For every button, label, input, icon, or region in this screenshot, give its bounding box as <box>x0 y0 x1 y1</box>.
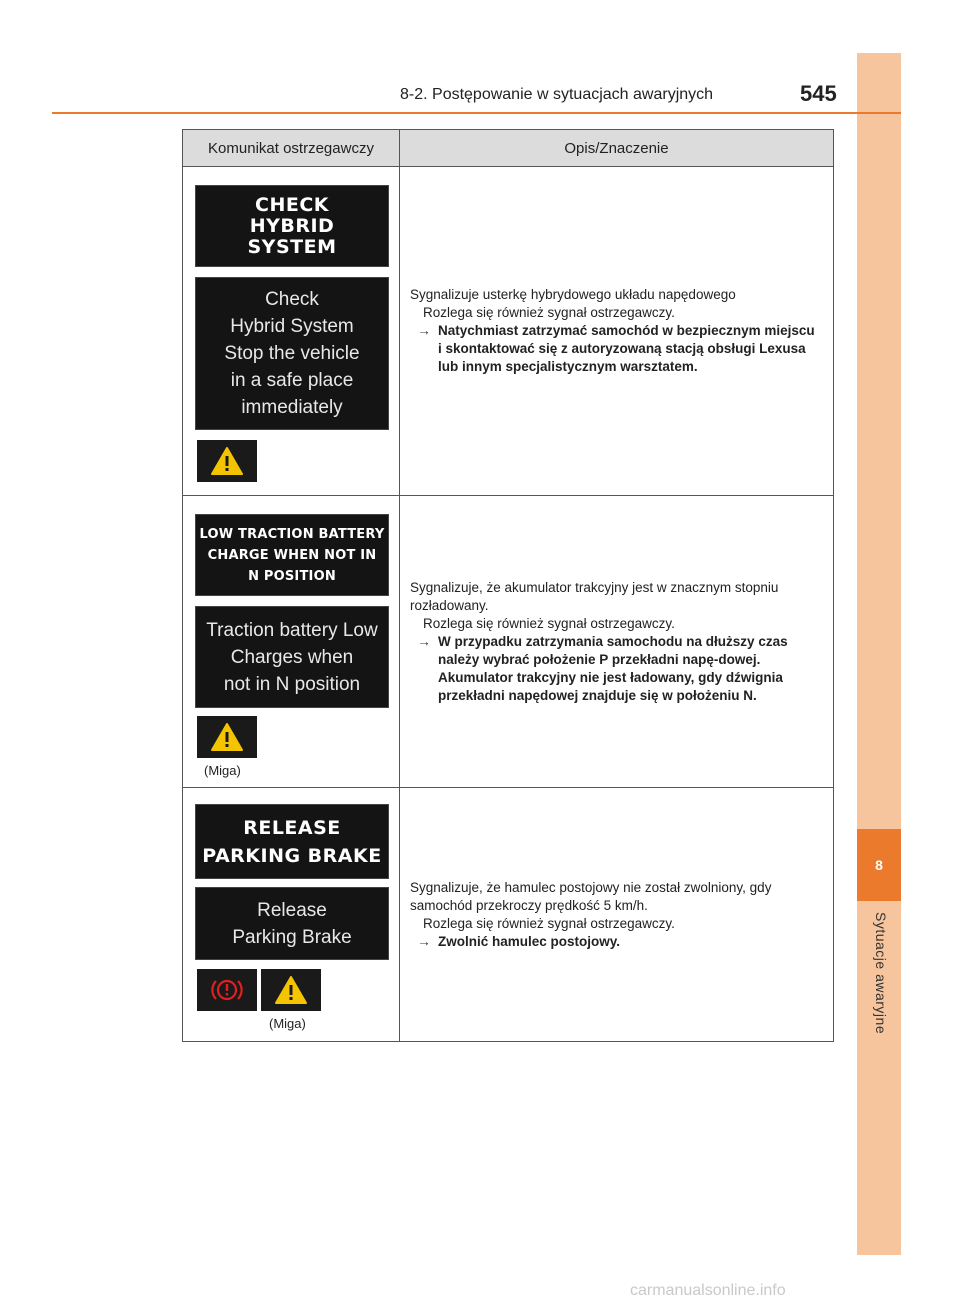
arrow-right-icon: → <box>417 323 431 338</box>
display-caps: LOW TRACTION BATTERY CHARGE WHEN NOT IN N POSITION <box>195 514 389 596</box>
note-text: Rozlega się również sygnał ostrzegawczy. <box>423 915 675 931</box>
description-text: Sygnalizuje, że hamulec postojowy nie został zwolniony, gdy samochód przekroczy prędkość 5 km/h. <box>410 879 772 913</box>
chapter-number: 8 <box>857 829 901 901</box>
warning-triangle-icon <box>261 969 321 1011</box>
description-text: Sygnalizuje usterkę hybrydowego układu napędowego <box>410 287 736 302</box>
blink-caption: (Miga) <box>269 1016 306 1031</box>
header-title: 8-2. Postępowanie w sytuacjach awaryjnych <box>400 86 714 103</box>
table-row <box>183 788 833 1041</box>
message-cell <box>183 496 400 787</box>
arrow-right-icon: → <box>417 633 431 649</box>
display-mixed: Traction battery Low Charges when not in N position <box>195 606 389 708</box>
blink-caption: (Miga) <box>204 763 241 778</box>
description-cell <box>400 167 833 495</box>
display-caps: CHECK HYBRID SYSTEM <box>195 185 389 267</box>
description-text: Sygnalizuje, że akumulator trakcyjny jest w znacznym stopniu rozładowany. <box>410 579 779 613</box>
display-mixed: Release Parking Brake <box>195 887 389 960</box>
note-text: Rozlega się również sygnał ostrzegawczy. <box>423 305 675 320</box>
description-cell <box>400 788 833 1041</box>
action-text: → W przypadku zatrzymania samochodu na dłuższy czas należy wybrać położenie P przekładni napę-dowej. Akumulator trakcyjny nie jest ładowany, gdy dźwignia przekładni napędowej znajduje się w położeniu N. <box>410 633 819 705</box>
arrow-right-icon: → <box>417 933 431 949</box>
header-divider <box>52 112 901 114</box>
table-header <box>183 130 833 167</box>
side-tab <box>857 53 901 1255</box>
warning-triangle-icon <box>197 440 257 482</box>
description-cell <box>400 496 833 787</box>
column-header-description: Opis/Znaczenie <box>564 139 669 157</box>
display-caps: RELEASE PARKING BRAKE <box>195 804 389 879</box>
message-cell <box>183 167 400 495</box>
watermark: carmanualsonline.info <box>630 1282 786 1299</box>
table-row <box>183 167 833 496</box>
action-text: → Zwolnić hamulec postojowy. <box>410 933 819 951</box>
warning-triangle-icon <box>197 716 257 758</box>
chapter-label: Sytuacje awaryjne <box>873 912 889 1035</box>
display-mixed: Check Hybrid System Stop the vehicle in a safe place immediately <box>195 277 389 430</box>
column-header-message: Komunikat ostrzegawczy <box>183 130 400 166</box>
brake-warning-icon <box>197 969 257 1011</box>
action-text: → Natychmiast zatrzymać samochód w bezpiecznym miejscu i skontaktować się z autoryzowaną stacją obsługi Lexusa lub innym specjalistycznym warsztatem. <box>410 322 819 376</box>
table-row <box>183 496 833 788</box>
warning-table <box>182 129 834 1042</box>
message-cell <box>183 788 400 1041</box>
note-text: Rozlega się również sygnał ostrzegawczy. <box>423 615 675 631</box>
page-number: 545 <box>800 81 837 106</box>
